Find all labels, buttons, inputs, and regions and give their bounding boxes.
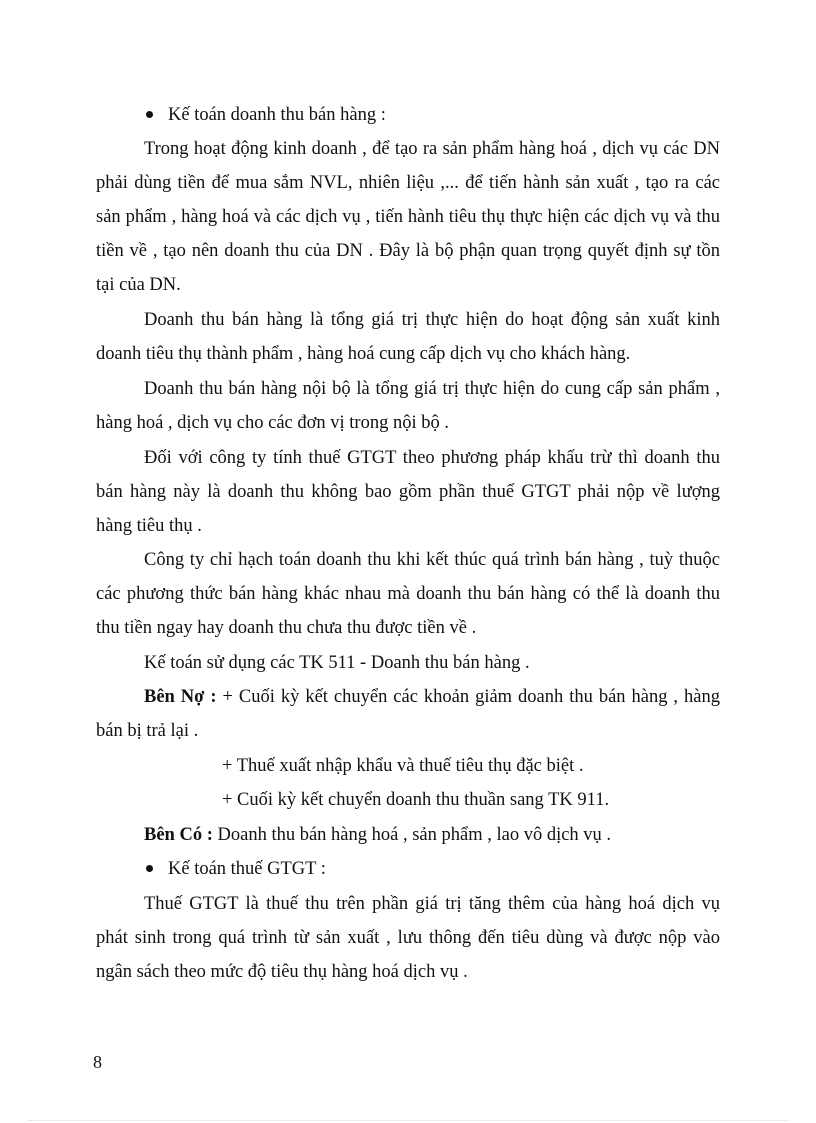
paragraph-line: doanh tiêu thụ thành phẩm , hàng hoá cung cấp dịch vụ cho khách hàng. — [96, 344, 631, 364]
paragraph-line: Công ty chỉ hạch toán doanh thu khi kết thúc quá trình bán hàng , tuỳ thuộc — [144, 550, 720, 570]
section-heading: Kế toán thuế GTGT : — [168, 859, 326, 879]
ben-no-line — [144, 685, 720, 709]
ben-co-line — [144, 823, 611, 847]
paragraph-line: các phương thức bán hàng khác nhau mà doanh thu bán hàng có thể là doanh thu — [96, 584, 720, 604]
paragraph-line: Thuế GTGT là thuế thu trên phần giá trị tăng thêm của hàng hoá dịch vụ — [144, 894, 720, 914]
paragraph-line: Kế toán sử dụng các TK 511 - Doanh thu bán hàng . — [144, 653, 530, 673]
page-number: 8 — [93, 1052, 102, 1072]
paragraph-line: Doanh thu bán hàng nội bộ là tổng giá trị thực hiện do cung cấp sản phẩm , — [144, 379, 720, 399]
paragraph-line: tiền về , tạo nên doanh thu của DN . Đây là bộ phận quan trọng quyết định sự tồn — [96, 241, 720, 261]
paragraph-line: Doanh thu bán hàng là tổng giá trị thực hiện do hoạt động sản xuất kinh — [144, 310, 720, 330]
page-bottom-divider — [28, 1120, 788, 1121]
bullet-icon — [146, 865, 153, 872]
paragraph-line: phải dùng tiền để mua sắm NVL, nhiên liệu ,... để tiến hành sản xuất , tạo ra các — [96, 173, 720, 193]
paragraph-line: Đối với công ty tính thuế GTGT theo phương pháp khấu trừ thì doanh thu — [144, 448, 720, 468]
ben-no-text: + Cuối kỳ kết chuyển các khoản giảm doanh thu bán hàng , hàng — [216, 687, 720, 707]
paragraph-line: hàng tiêu thụ . — [96, 516, 202, 536]
paragraph-line: phát sinh trong quá trình từ sản xuất , lưu thông đến tiêu dùng và được nộp vào — [96, 928, 720, 948]
paragraph-line: bán bị trả lại . — [96, 721, 199, 741]
ben-co-text: Doanh thu bán hàng hoá , sản phẩm , lao vô dịch vụ . — [212, 825, 612, 845]
ben-no-label: Bên Nợ : — [144, 687, 217, 707]
ben-no-item: + Cuối kỳ kết chuyển doanh thu thuần sang TK 911. — [222, 790, 610, 810]
paragraph-line: Trong hoạt động kinh doanh , để tạo ra sản phẩm hàng hoá , dịch vụ các DN — [144, 139, 720, 159]
paragraph-line: tại của DN. — [96, 275, 181, 295]
paragraph-line: ngân sách theo mức độ tiêu thụ hàng hoá dịch vụ . — [96, 962, 468, 982]
ben-co-label: Bên Có : — [144, 825, 213, 845]
ben-no-item: + Thuế xuất nhập khẩu và thuế tiêu thụ đặc biệt . — [222, 756, 584, 776]
paragraph-line: sản phẩm , hàng hoá và các dịch vụ , tiến hành tiêu thụ thực hiện các dịch vụ và thu — [96, 207, 720, 227]
paragraph-line: bán hàng này là doanh thu không bao gồm phần thuế GTGT phải nộp về lượng — [96, 482, 720, 502]
bullet-icon — [146, 111, 153, 118]
paragraph-line: thu tiền ngay hay doanh thu chưa thu được tiền về . — [96, 618, 477, 638]
paragraph-line: hàng hoá , dịch vụ cho các đơn vị trong nội bộ . — [96, 413, 449, 433]
section-heading: Kế toán doanh thu bán hàng : — [168, 105, 386, 125]
